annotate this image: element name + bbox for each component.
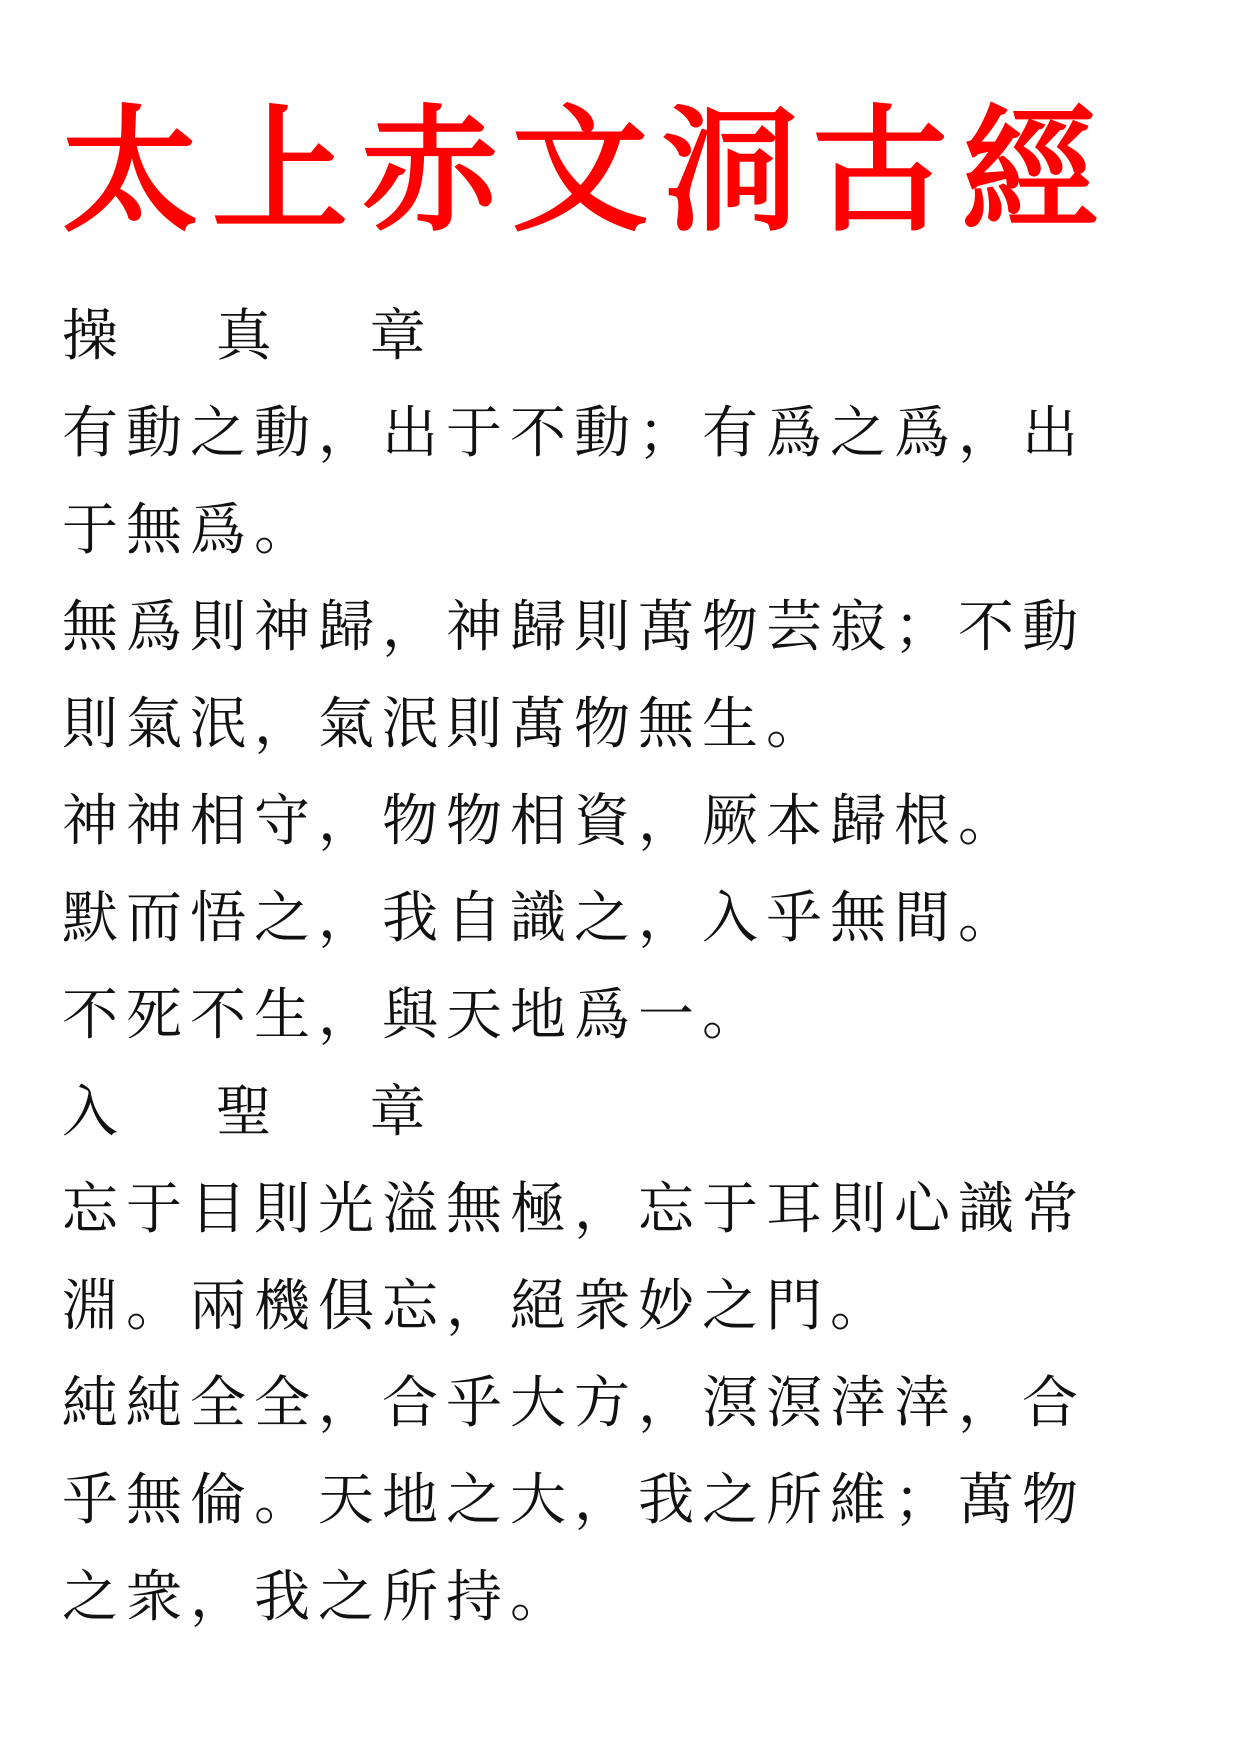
text-line: 神神相守，物物相資，厥本歸根。 <box>62 789 1022 854</box>
text-line: 無爲則神歸，神歸則萬物芸寂；不動 <box>62 595 1086 660</box>
chapter-heading: 操 真 章 <box>62 304 466 369</box>
text-line: 忘于目則光溢無極，忘于耳則心識常 <box>62 1177 1086 1242</box>
text-line: 默而悟之，我自識之，入乎無間。 <box>62 886 1022 951</box>
text-line: 有動之動，出于不動；有爲之爲，出 <box>62 401 1086 466</box>
text-line: 則氣泯，氣泯則萬物無生。 <box>62 692 830 757</box>
text-line: 不死不生，與天地爲一。 <box>62 983 766 1048</box>
chapter-heading: 入 聖 章 <box>62 1080 466 1145</box>
text-line: 之衆，我之所持。 <box>62 1565 574 1630</box>
text-line: 純純全全，合乎大方，溟溟涬涬，合 <box>62 1371 1086 1436</box>
document-title: 太上赤文洞古經 <box>62 91 1112 251</box>
text-line: 淵。兩機俱忘，絕衆妙之門。 <box>62 1274 894 1339</box>
document-body <box>62 288 1142 1646</box>
text-line: 于無爲。 <box>62 498 318 563</box>
text-line: 乎無倫。天地之大，我之所維；萬物 <box>62 1468 1086 1533</box>
